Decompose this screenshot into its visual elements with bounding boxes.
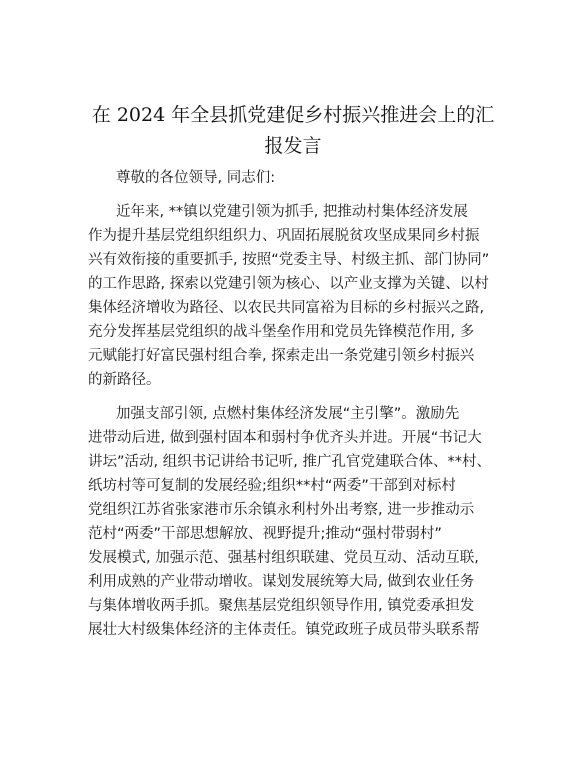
- paragraph-line: 发展模式, 加强示范、强基村组织联建、党员互动、活动互联,: [88, 550, 479, 566]
- salutation: 尊敬的各位领导, 同志们:: [116, 170, 276, 186]
- paragraph-line: 近年来, **镇以党建引领为抓手, 把推动村集体经济发展: [116, 204, 468, 220]
- paragraph-line: 作为提升基层党组织组织力、巩固拓展脱贫攻坚成果同乡村振: [88, 228, 480, 244]
- paragraph-line: 展壮大村级集体经济的主体责任。镇党政班子成员带头联系帮: [88, 622, 480, 638]
- paragraph-line: 纸坊村等可复制的发展经验;组织**村“两委”干部到对标村: [88, 478, 456, 494]
- paragraph-line: 的新路径。: [88, 372, 161, 388]
- paragraph-line: 元赋能打好富民强村组合拳, 探索走出一条党建引领乡村振兴: [88, 348, 475, 364]
- title-line-2: 报发言: [264, 135, 322, 157]
- paragraph-line: 党组织江苏省张家港市乐余镇永利村外出考察, 进一步推动示: [88, 502, 475, 518]
- paragraph-line: 兴有效衔接的重要抓手, 按照“党委主导、村级主抓、部门协同”: [88, 252, 490, 268]
- paragraph-2: [88, 402, 504, 642]
- paragraph-line: 加强支部引领, 点燃村集体经济发展“主引擎”。激励先: [116, 406, 460, 422]
- title-line-1: 在 2024 年全县抓党建促乡村振兴推进会上的汇: [91, 104, 495, 126]
- paragraph-line: 范村“两委”干部思想解放、视野提升;推动“强村带弱村”: [88, 526, 442, 542]
- paragraph-spacer: [88, 392, 504, 402]
- paragraph-line: 讲坛”活动, 组织书记讲给书记听, 推广孔官党建联合体、**村、: [88, 454, 491, 470]
- paragraph-spacer: [88, 190, 504, 200]
- paragraph-line: 集体经济增收为路径、以农民共同富裕为目标的乡村振兴之路,: [88, 300, 485, 316]
- paragraph-line: 的工作思路, 探索以党建引领为核心、以产业支撑为关键、以村: [88, 276, 489, 292]
- paragraph-line: 充分发挥基层党组织的战斗堡垒作用和党员先锋模范作用, 多: [88, 324, 475, 340]
- document-title: [80, 100, 506, 162]
- document-body: [88, 166, 504, 642]
- paragraph-line: 利用成熟的产业带动增收。谋划发展统筹大局, 做到农业任务: [88, 574, 475, 590]
- paragraph-line: 进带动后进, 做到强村固本和弱村争优齐头并进。开展“书记大: [88, 430, 482, 446]
- paragraph-line: 与集体增收两手抓。聚焦基层党组织领导作用, 镇党委承担发: [88, 598, 475, 614]
- paragraph-1: [88, 200, 504, 392]
